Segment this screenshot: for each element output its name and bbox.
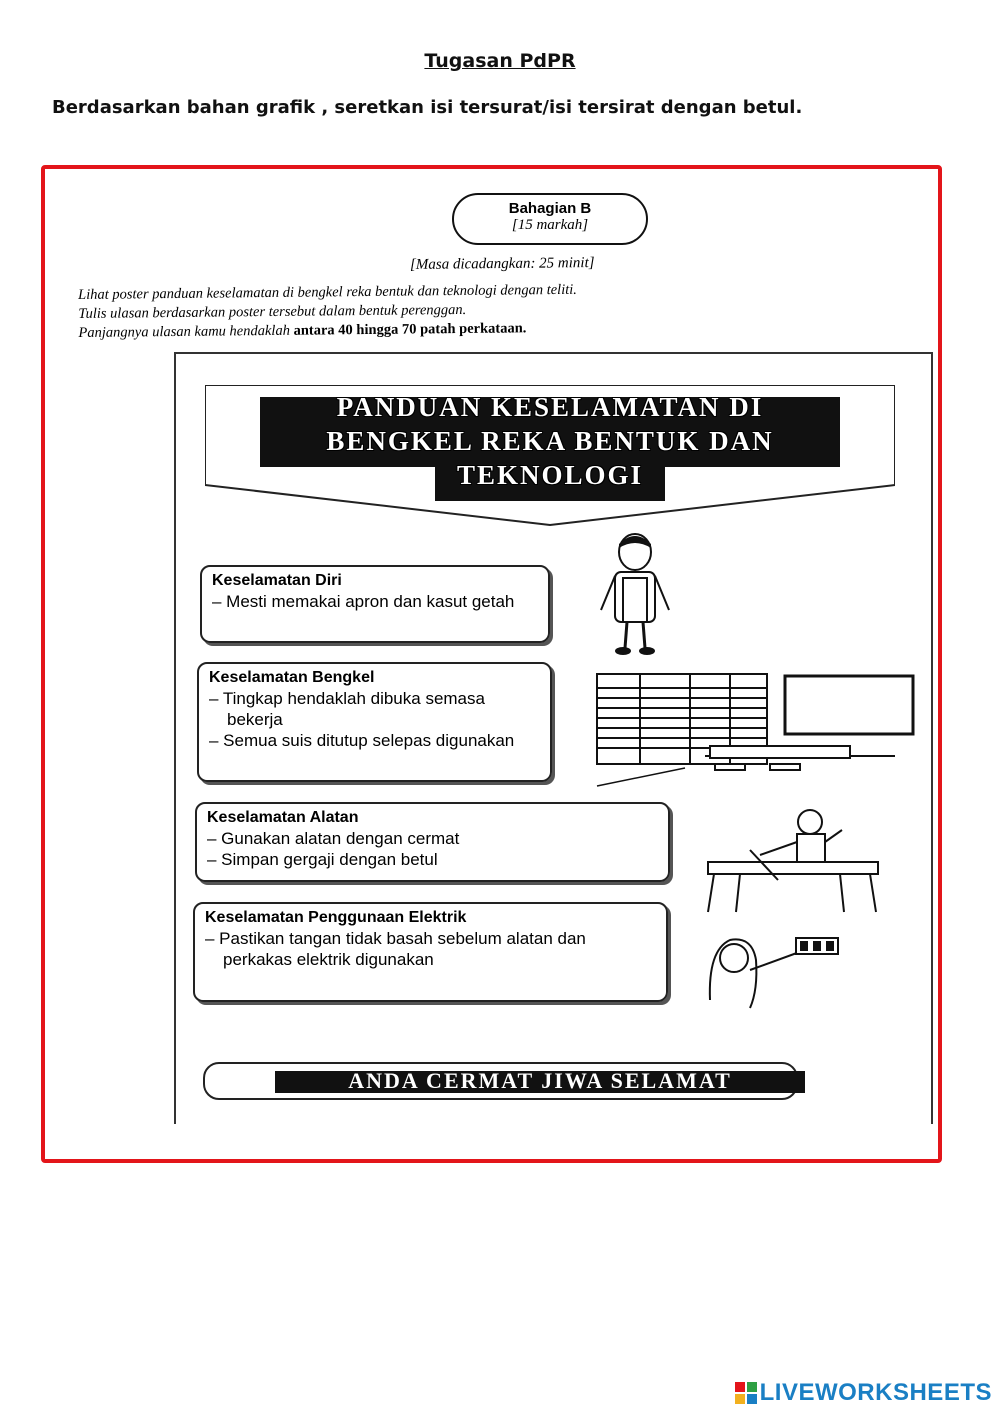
- section-heading: Keselamatan Diri: [212, 572, 342, 589]
- student-switch-illustration: [700, 920, 850, 1010]
- section-label-box: [452, 193, 648, 245]
- section-point: – Gunakan alatan dengan cermat: [207, 829, 460, 848]
- student-saw-illustration: [700, 800, 890, 915]
- liveworksheets-mark-icon: [735, 1382, 757, 1404]
- section-point: – Semua suis ditutup selepas digunakan: [209, 731, 515, 750]
- section-heading: Keselamatan Penggunaan Elektrik: [205, 909, 467, 926]
- banner-line-3: TEKNOLOGI: [456, 460, 644, 490]
- section-point: – Simpan gergaji dengan betul: [207, 850, 438, 869]
- section-point: – Pastikan tangan tidak basah sebelum alatan dan perkakas elektrik digunakan: [205, 929, 586, 969]
- section-box-diri: [200, 565, 550, 643]
- section-box-alatan: [195, 802, 670, 882]
- banner-line-1: PANDUAN KESELAMATAN DI: [336, 392, 764, 422]
- section-point: – Tingkap hendaklah dibuka semasa bekerja: [209, 689, 485, 729]
- time-suggested: [Masa dicadangkan: 25 minit]: [409, 255, 595, 273]
- footer-slogan: ANDA CERMAT JIWA SELAMAT: [348, 1068, 732, 1093]
- intro-line-1: Lihat poster panduan keselamatan di bengkel reka bentuk dan teknologi dengan teliti.: [78, 281, 577, 303]
- page-title: Tugasan PdPR: [424, 50, 576, 72]
- section-heading: Keselamatan Bengkel: [209, 669, 375, 686]
- section-box-elektrik: [193, 902, 668, 1002]
- boy-apron-illustration: [595, 530, 675, 660]
- intro-line-3-bold: antara 40 hingga 70 patah perkataan.: [293, 320, 527, 339]
- instruction-text: Berdasarkan bahan grafik , seretkan isi tersurat/isi tersirat dengan betul.: [52, 97, 803, 118]
- section-box-bengkel: [197, 662, 552, 782]
- liveworksheets-text: LIVEWORKSHEETS: [759, 1379, 992, 1406]
- safety-poster: [155, 350, 935, 1130]
- section-heading: Keselamatan Alatan: [207, 809, 359, 826]
- section-label: Bahagian B: [508, 200, 592, 217]
- intro-line-2: Tulis ulasan berdasarkan poster tersebut dalam bentuk perenggan.: [78, 301, 467, 322]
- section-marks: [15 markah]: [511, 217, 589, 233]
- question-intro: [78, 277, 899, 343]
- poster-banner-title: [205, 390, 895, 492]
- workshop-room-illustration: [595, 668, 925, 788]
- banner-line-2: BENGKEL REKA BENTUK DAN: [326, 426, 774, 456]
- intro-line-3-prefix: Panjangnya ulasan kamu hendaklah: [78, 322, 291, 341]
- section-point: – Mesti memakai apron dan kasut getah: [212, 592, 515, 611]
- liveworksheets-logo: [735, 1378, 992, 1408]
